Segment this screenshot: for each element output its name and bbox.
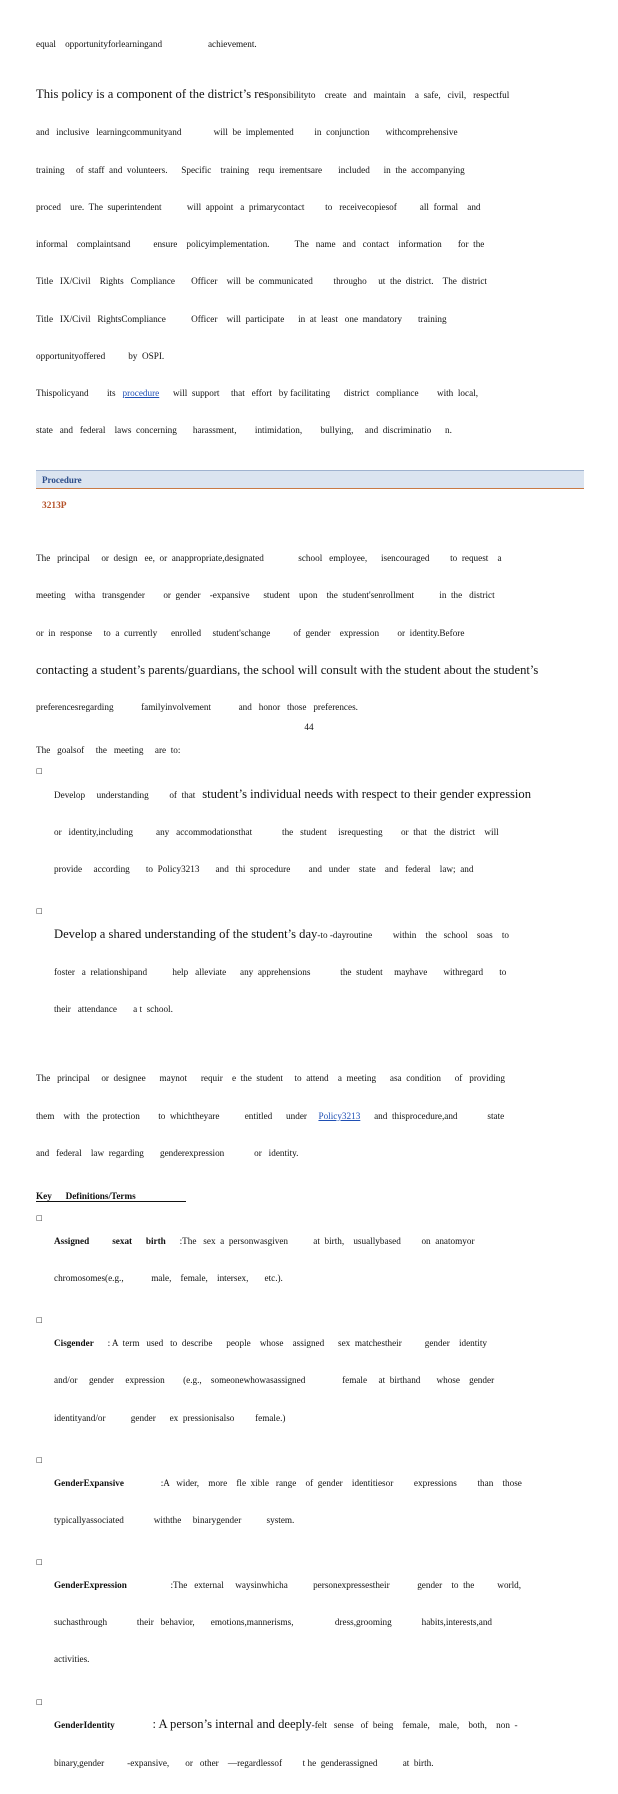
goal-1-emphasis: student’s individual needs with respect to their gender expression — [202, 786, 532, 801]
procedure-link[interactable]: procedure — [122, 387, 160, 398]
goal-1-line-3: provide according to Policy3213 and thi sprocedure and under state and federal law; and — [54, 863, 474, 874]
definition-line-2: suchasthrough their behavior, emotions,mannerisms, dress,grooming habits,interests,and — [54, 1617, 493, 1628]
meeting-line-4: contacting a student’s parents/guardians, the school will consult with the student about the student’s — [36, 662, 539, 677]
goal-2-rest: -to -dayroutine within the school soas to — [317, 930, 509, 940]
definition-item — [36, 1452, 584, 1551]
requirement-line-2a: them with the protection to whichtheyare entitled under — [36, 1110, 319, 1121]
definition-term: Cisgender — [54, 1338, 94, 1349]
square-bullet-icon: □ — [36, 766, 43, 775]
definition-line-3: activities. — [54, 1654, 90, 1665]
requirement-line-2b: and thisprocedure,and state — [360, 1110, 505, 1121]
goals-line: The goalsof the meeting are to: — [36, 745, 181, 756]
definition-item — [36, 1694, 584, 1794]
policy-line-5: informal complaintsand ensure policyimplementation. The name and contact information for the — [36, 239, 485, 250]
policy-line-4: proced ure. The superintendent will appoint a primarycontact to receivecopiesof all formal and — [36, 201, 481, 212]
procedure-heading-bar — [36, 470, 584, 488]
policy-paragraph — [36, 63, 584, 461]
requirement-line-1: The principal or designee maynot requir e the student to attend a meeting asa condition of providing — [36, 1073, 505, 1084]
definition-line-3: identityand/or gender ex pressionisalso female.) — [54, 1412, 286, 1423]
definition-line-2: typicallyassociated withthe binarygender system. — [54, 1514, 295, 1525]
requirement-paragraph — [36, 1048, 584, 1184]
policy-3213-link[interactable]: Policy3213 — [318, 1110, 361, 1121]
definition-line-2: binary,gender -expansive, or other —regardlessof t he genderassigned at birth. — [54, 1757, 434, 1768]
definition-text: :The sex a personwasgiven at birth, usuallybased on anatomyor — [165, 1235, 475, 1246]
definition-text: :The external waysinwhicha personexpressestheir gender to the world, — [126, 1579, 522, 1590]
policy-line-9a: Thispolicyand its — [36, 387, 123, 398]
policy-line-8: opportunityoffered by OSPI. — [36, 350, 165, 361]
policy-line-6: Title IX/Civil Rights Compliance Officer will be communicated througho ut the district. The district — [36, 276, 487, 287]
definition-item — [36, 1312, 584, 1448]
policy-line-1: ponsibilityto create and maintain a safe, civil, respectful — [268, 90, 510, 101]
square-bullet-icon: □ — [36, 907, 43, 916]
square-bullet-icon: □ — [36, 1455, 43, 1464]
definition-item — [36, 1210, 584, 1309]
policy-line-9b: will support that effort by facilitating district compliance with local, — [159, 387, 479, 398]
policy-line-3: training of staff and volunteers. Specific training requ irementsare included in the accompanying — [36, 164, 465, 175]
square-bullet-icon: □ — [36, 1316, 43, 1325]
meeting-line-3: or in response to a currently enrolled student'schange of gender expression or identity.Before — [36, 627, 465, 638]
policy-line-2: and inclusive learningcommunityand will be implemented in conjunction withcomprehensive — [36, 127, 458, 138]
policy-lead: This policy is a component of the district’s res — [36, 87, 269, 102]
definition-text: :A wider, more fle xible range of gender identitiesor expressions than those — [123, 1477, 522, 1488]
definition-term: GenderExpression — [54, 1579, 127, 1590]
document-page — [36, 38, 584, 1794]
square-bullet-icon: □ — [36, 1697, 43, 1706]
definition-line-2: and/or gender expression (e.g., someonewhowasassigned female at birthand whose gender — [54, 1375, 495, 1386]
definition-item — [36, 1554, 584, 1690]
requirement-line-3: and federal law regarding genderexpression or identity. — [36, 1147, 299, 1158]
meeting-line-1: The principal or design ee, or anappropriate,designated school employee, isencouraged to request a — [36, 553, 502, 564]
meeting-line-5: preferencesregarding familyinvolvement and honor those preferences. — [36, 702, 358, 713]
definition-text: -felt sense of being female, male, both, non - — [311, 1720, 518, 1731]
square-bullet-icon: □ — [36, 1558, 43, 1567]
meeting-line-2: meeting witha transgender or gender -expansive student upon the student'senrollment in the district — [36, 590, 495, 601]
square-bullet-icon: □ — [36, 1214, 43, 1223]
key-definitions-heading: Key Definitions/Terms — [36, 1191, 186, 1202]
procedure-title: Procedure — [42, 474, 82, 485]
goal-2-line-3: their attendance a t school. — [54, 1004, 173, 1015]
goal-1-line-2: or identity,including any accommodationsthat the student isrequesting or that the district will — [54, 826, 499, 837]
goal-1-start: Develop understanding of that — [54, 789, 203, 800]
meeting-paragraph — [36, 527, 584, 738]
goal-item — [36, 903, 584, 1040]
page-number: 44 — [304, 722, 314, 732]
procedure-rule — [36, 488, 584, 489]
definition-term: GenderExpansive — [54, 1477, 124, 1488]
top-line: equal opportunityforlearningand achievement. — [36, 39, 257, 49]
definition-text: : A term used to describe people whose assigned sex matchestheir gender identity — [93, 1338, 488, 1349]
definition-term: Assigned sexat birth — [54, 1235, 166, 1246]
goal-item — [36, 763, 584, 900]
policy-line-10: state and federal laws concerning harassment, intimidation, bullying, and discriminatio n. — [36, 425, 452, 436]
definition-term: GenderIdentity — [54, 1720, 115, 1731]
definition-line-2: chromosomes(e.g., male, female, intersex, etc.). — [54, 1273, 283, 1284]
definition-emphasis: : A person’s internal and deeply — [114, 1717, 312, 1732]
policy-line-7: Title IX/Civil RightsCompliance Officer will participate in at least one mandatory training — [36, 313, 447, 324]
goal-2-emphasis: Develop a shared understanding of the student’s day — [54, 927, 318, 941]
goal-2-line-2: foster a relationshipand help alleviate any apprehensions the student mayhave withregard to — [54, 967, 507, 978]
procedure-code: 3213P — [42, 501, 67, 512]
